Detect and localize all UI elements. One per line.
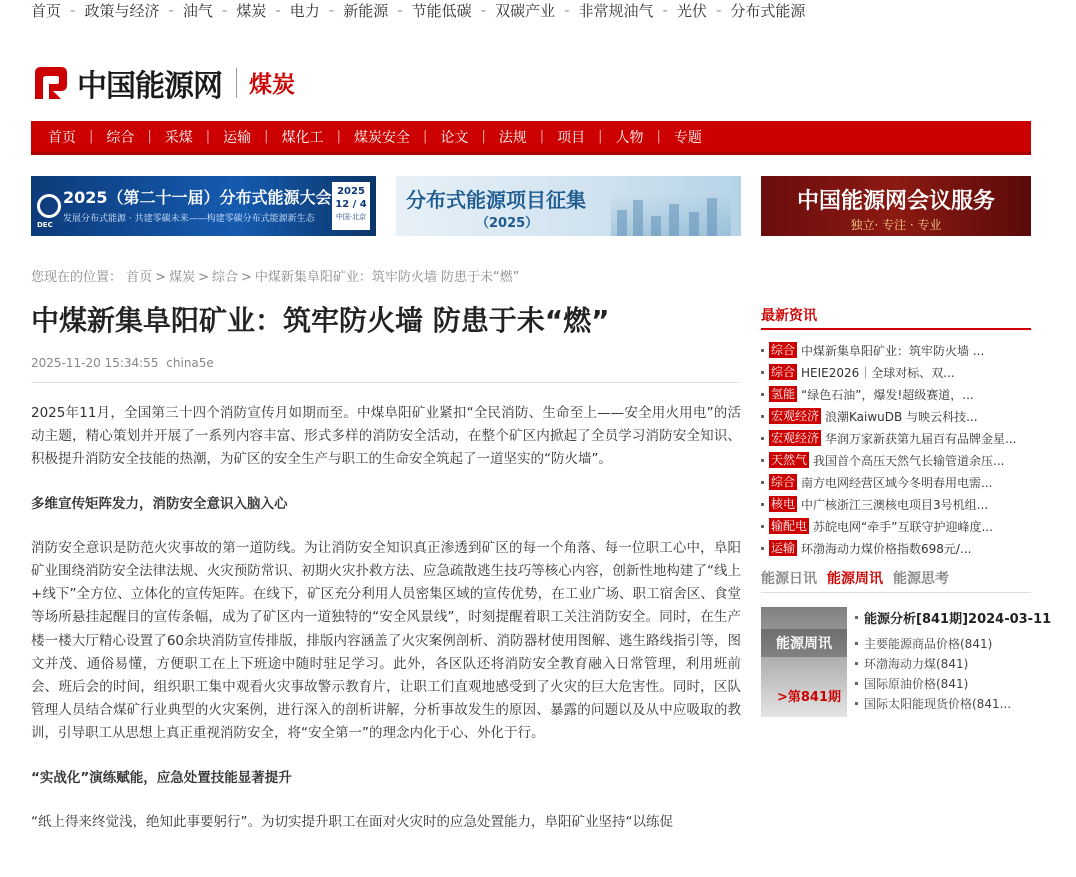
bullet-icon xyxy=(761,459,764,462)
site-header xyxy=(31,60,295,105)
weekly-content xyxy=(761,607,1052,717)
article-paragraph: “纸上得来终觉浅，绝知此事要躬行”。为切实提升职工在面对火灾时的应急处置能力，阜阳矿业坚持“以练促 xyxy=(31,813,673,830)
banner-subtitle: 独立· 专注 · 专业 xyxy=(850,218,942,232)
news-list-item[interactable] xyxy=(761,493,1031,515)
news-title-link[interactable]: 中广核浙江三澳核电项目3号机组... xyxy=(801,497,989,512)
bullet-icon xyxy=(761,415,764,418)
main-menu-item[interactable]: 煤炭安全 xyxy=(353,129,410,146)
main-menu-item[interactable]: 综合 xyxy=(106,129,135,146)
building-skyline-icon xyxy=(611,194,731,236)
main-menu xyxy=(31,121,1031,155)
nav-separator: - xyxy=(480,1,487,19)
nav-separator: - xyxy=(275,1,281,19)
top-nav-link[interactable]: 电力 xyxy=(289,1,320,20)
nav-separator: - xyxy=(564,1,570,19)
bullet-icon xyxy=(855,616,858,619)
weekly-headline[interactable]: 能源分析[841期]2024-03-11 xyxy=(855,607,1051,627)
bullet-icon xyxy=(761,371,764,374)
article-meta xyxy=(31,356,741,383)
breadcrumb-link[interactable]: 煤炭 xyxy=(169,270,196,285)
news-list-item[interactable] xyxy=(761,471,1031,493)
top-nav xyxy=(31,0,805,20)
news-category-tag[interactable]: 宏观经济 xyxy=(771,409,820,423)
top-nav-link[interactable]: 节能低碳 xyxy=(411,1,472,20)
news-category-tag[interactable]: 综合 xyxy=(771,475,796,489)
news-list-item[interactable] xyxy=(761,383,1031,405)
news-title-link[interactable]: “绿色石油”，爆发!超级赛道，... xyxy=(801,387,974,402)
dec-logo-icon xyxy=(37,194,61,218)
nav-separator: - xyxy=(70,1,76,19)
banner-title: 分布式能源项目征集 xyxy=(406,188,586,212)
article-subheading: 多维宣传矩阵发力，消防安全意识入脑入心 xyxy=(31,495,288,512)
news-title-link[interactable]: 苏皖电网“牵手”互联守护迎峰度... xyxy=(813,519,993,534)
weekly-list-item[interactable]: 国际太阳能现货价格(841... xyxy=(855,693,1051,713)
weekly-tab[interactable]: 能源思考 xyxy=(893,571,949,587)
article xyxy=(31,300,741,855)
news-category-tag[interactable]: 运输 xyxy=(771,541,796,555)
top-nav-link[interactable]: 油气 xyxy=(182,1,213,20)
menu-separator: | xyxy=(598,129,603,144)
nav-separator: - xyxy=(221,1,228,19)
banner-date-badge: 2025 12 / 4 中国·北京 xyxy=(332,182,370,230)
site-logo-text[interactable]: 中国能源网 xyxy=(77,68,222,104)
nav-separator: - xyxy=(168,1,174,19)
menu-separator: | xyxy=(539,129,545,144)
banner-energy-conference[interactable] xyxy=(31,176,376,236)
nav-separator: - xyxy=(397,1,403,19)
main-menu-item[interactable]: 法规 xyxy=(498,129,527,146)
banner-subtitle: （2025） xyxy=(476,216,539,231)
nav-separator: - xyxy=(328,1,335,19)
top-nav-link[interactable]: 首页 xyxy=(31,1,62,20)
dec-logo-text: DEC xyxy=(37,221,53,229)
latest-news-heading: 最新资讯 xyxy=(761,305,1031,330)
nav-separator: - xyxy=(662,1,668,19)
breadcrumb xyxy=(31,266,520,285)
menu-separator: | xyxy=(656,129,661,144)
article-paragraph: 消防安全意识是防范火灾事故的第一道防线。为让消防安全知识真正渗透到矿区的每一个角落、每一位职工心中，阜阳矿业围绕消防安全法律法规、火灾预防常识、初期火灾扑救方法、应急疏散逃生技巧等核心内容，创新性地构建了“线上+线下”全方位、立体化的宣传矩阵。在线下，矿区充分利用人员密集区域的宣传优势，在工业广场、职工宿舍区、食堂等场所悬挂起醒目的宣传条幅，成为了矿区内一道独特的“安全风景线”，时刻提醒着职工关注消防安全。同时，在生产楼一楼大厅精心设置了60余块消防宣传排版，排版内容涵盖了火灾案例剖析、消防器材使用图解、逃生路线指引等，图文并茂、通俗易懂，方便职工在上下班途中随时驻足学习。此外，各区队还将消防安全教育融入日常管理，利用班前会、班后会的时间，组织职工集中观看火灾事故警示教育片，让职工们直观地感受到了火灾的巨大危害性。同时，区队管理人员结合煤矿行业典型的火灾案例，进行深入的剖析讲解，分析事故发生的原因、暴露的问题以及从中应吸取的教训，引导职工从思想上真正重视消防安全，将“安全第一”的理念内化于心、外化于行。 xyxy=(31,539,741,742)
news-list-item[interactable] xyxy=(761,449,1031,471)
news-title-link[interactable]: 南方电网经营区域今冬明春用电需... xyxy=(801,475,993,490)
main-menu-item[interactable]: 运输 xyxy=(223,129,252,146)
article-source: china5e xyxy=(166,356,214,370)
news-title-link[interactable]: 华润万家新获第九届百有品牌金星... xyxy=(825,431,1017,446)
weekly-cover[interactable] xyxy=(761,607,847,717)
latest-news-list xyxy=(761,339,1031,559)
bullet-icon xyxy=(761,481,764,484)
news-category-tag[interactable]: 天然气 xyxy=(771,453,808,467)
weekly-list-item[interactable]: 国际原油价格(841) xyxy=(855,673,1051,693)
bullet-icon xyxy=(761,349,764,352)
article-body xyxy=(31,402,741,834)
menu-separator: | xyxy=(205,129,211,144)
weekly-tabs xyxy=(761,568,1031,593)
weekly-list-item[interactable]: 主要能源商品价格(841) xyxy=(855,633,1051,653)
news-title-link[interactable]: 我国首个高压天然气长输管道余压... xyxy=(813,453,1005,468)
top-nav-link[interactable]: 新能源 xyxy=(343,1,389,20)
weekly-list xyxy=(855,607,1051,717)
main-menu-item[interactable]: 首页 xyxy=(48,129,76,146)
bullet-icon xyxy=(761,393,764,396)
logo-icon[interactable] xyxy=(31,63,71,103)
top-nav-link[interactable]: 政策与经济 xyxy=(84,1,160,20)
breadcrumb-link[interactable]: 中煤新集阜阳矿业：筑牢防火墙 防患于未“燃” xyxy=(254,270,520,285)
bullet-icon xyxy=(855,642,858,645)
weekly-tab[interactable]: 能源日讯 xyxy=(761,571,817,587)
top-nav-link[interactable]: 非常规油气 xyxy=(578,1,654,20)
main-menu-item[interactable]: 论文 xyxy=(440,129,469,146)
news-category-tag[interactable]: 氢能 xyxy=(771,387,796,401)
bullet-icon xyxy=(761,547,764,550)
news-category-tag[interactable]: 宏观经济 xyxy=(771,431,820,445)
breadcrumb-separator: > xyxy=(155,270,167,285)
menu-separator: | xyxy=(422,129,428,144)
breadcrumb-separator: > xyxy=(241,270,252,285)
article-date: 2025-11-20 15:34:55 xyxy=(31,356,159,370)
menu-separator: | xyxy=(147,129,152,144)
top-nav-link[interactable]: 光伏 xyxy=(676,1,707,20)
top-nav-link[interactable]: 煤炭 xyxy=(236,1,267,20)
news-list-item[interactable] xyxy=(761,405,1031,427)
channel-name[interactable]: 煤炭 xyxy=(249,72,295,98)
news-category-tag[interactable]: 核电 xyxy=(771,497,796,511)
nav-separator: - xyxy=(715,1,722,19)
news-title-link[interactable]: 中煤新集阜阳矿业：筑牢防火墙 ... xyxy=(801,343,985,358)
weekly-cover-issue: >第841期 xyxy=(776,690,841,705)
breadcrumb-link[interactable]: 首页 xyxy=(126,270,153,285)
banner-meeting-service[interactable] xyxy=(761,176,1031,236)
bullet-icon xyxy=(761,525,764,528)
menu-separator: | xyxy=(336,129,341,144)
news-list-item[interactable] xyxy=(761,515,1031,537)
weekly-tab[interactable]: 能源周讯 xyxy=(827,571,883,587)
bullet-icon xyxy=(855,662,858,665)
banner-subtitle: 发展分布式能源 · 共建零碳未来——构建零碳分布式能源新生态 xyxy=(63,214,315,224)
news-list-item[interactable] xyxy=(761,537,1031,559)
banner-project-call[interactable] xyxy=(396,176,741,236)
news-title-link[interactable]: 浪潮KaiwuDB 与映云科技... xyxy=(825,409,978,424)
article-subheading: “实战化”演练赋能，应急处置技能显著提升 xyxy=(31,769,292,786)
logo-divider xyxy=(236,68,237,98)
bullet-icon xyxy=(855,702,858,705)
banner-title: 中国能源网会议服务 xyxy=(796,189,995,214)
menu-separator: | xyxy=(264,129,269,144)
main-menu-item[interactable]: 采煤 xyxy=(164,129,193,146)
news-title-link[interactable]: 环渤海动力煤价格指数698元/... xyxy=(801,541,972,556)
top-nav-link[interactable]: 分布式能源 xyxy=(730,1,806,20)
news-list-item[interactable] xyxy=(761,427,1031,449)
article-paragraph: 2025年11月，全国第三十四个消防宣传月如期而至。中煤阜阳矿业紧扣“全民消防、生命至上——安全用火用电”的活动主题，精心策划并开展了一系列内容丰富、形式多样的消防安全活动，在整个矿区内掀起了全员学习消防安全知识、积极提升消防安全技能的热潮，为矿区的安全生产与职工的生命安全筑起了一道坚实的“防火墙”。 xyxy=(31,405,741,468)
bullet-icon xyxy=(761,437,764,440)
latest-news-panel xyxy=(761,305,1031,559)
weekly-list-item[interactable]: 环渤海动力煤(841) xyxy=(855,653,1051,673)
breadcrumb-prefix: 您现在的位置： xyxy=(31,270,123,285)
menu-separator: | xyxy=(481,129,486,144)
banner-title: 2025（第二十一届）分布式能源大会 xyxy=(63,188,332,207)
news-list-item[interactable] xyxy=(761,339,1031,361)
top-nav-link[interactable]: 双碳产业 xyxy=(495,1,556,20)
breadcrumb-separator: > xyxy=(198,270,209,285)
news-category-tag[interactable]: 综合 xyxy=(771,343,796,357)
weekly-cover-title: 能源周讯 xyxy=(761,629,847,657)
news-category-tag[interactable]: 输配电 xyxy=(771,519,808,533)
main-menu-item[interactable]: 人物 xyxy=(615,129,644,146)
main-menu-item[interactable]: 煤化工 xyxy=(281,129,324,146)
news-list-item[interactable] xyxy=(761,361,1031,383)
menu-separator: | xyxy=(89,129,94,144)
main-menu-item[interactable]: 项目 xyxy=(557,129,586,146)
news-title-link[interactable]: HEIE2026｜全球对标、双... xyxy=(801,365,955,380)
bullet-icon xyxy=(855,682,858,685)
weekly-panel xyxy=(761,568,1052,717)
bullet-icon xyxy=(761,503,764,506)
breadcrumb-link[interactable]: 综合 xyxy=(212,270,239,285)
news-category-tag[interactable]: 综合 xyxy=(771,365,796,379)
main-menu-item[interactable]: 专题 xyxy=(673,129,702,146)
article-title: 中煤新集阜阳矿业：筑牢防火墙 防患于未“燃” xyxy=(31,304,610,337)
